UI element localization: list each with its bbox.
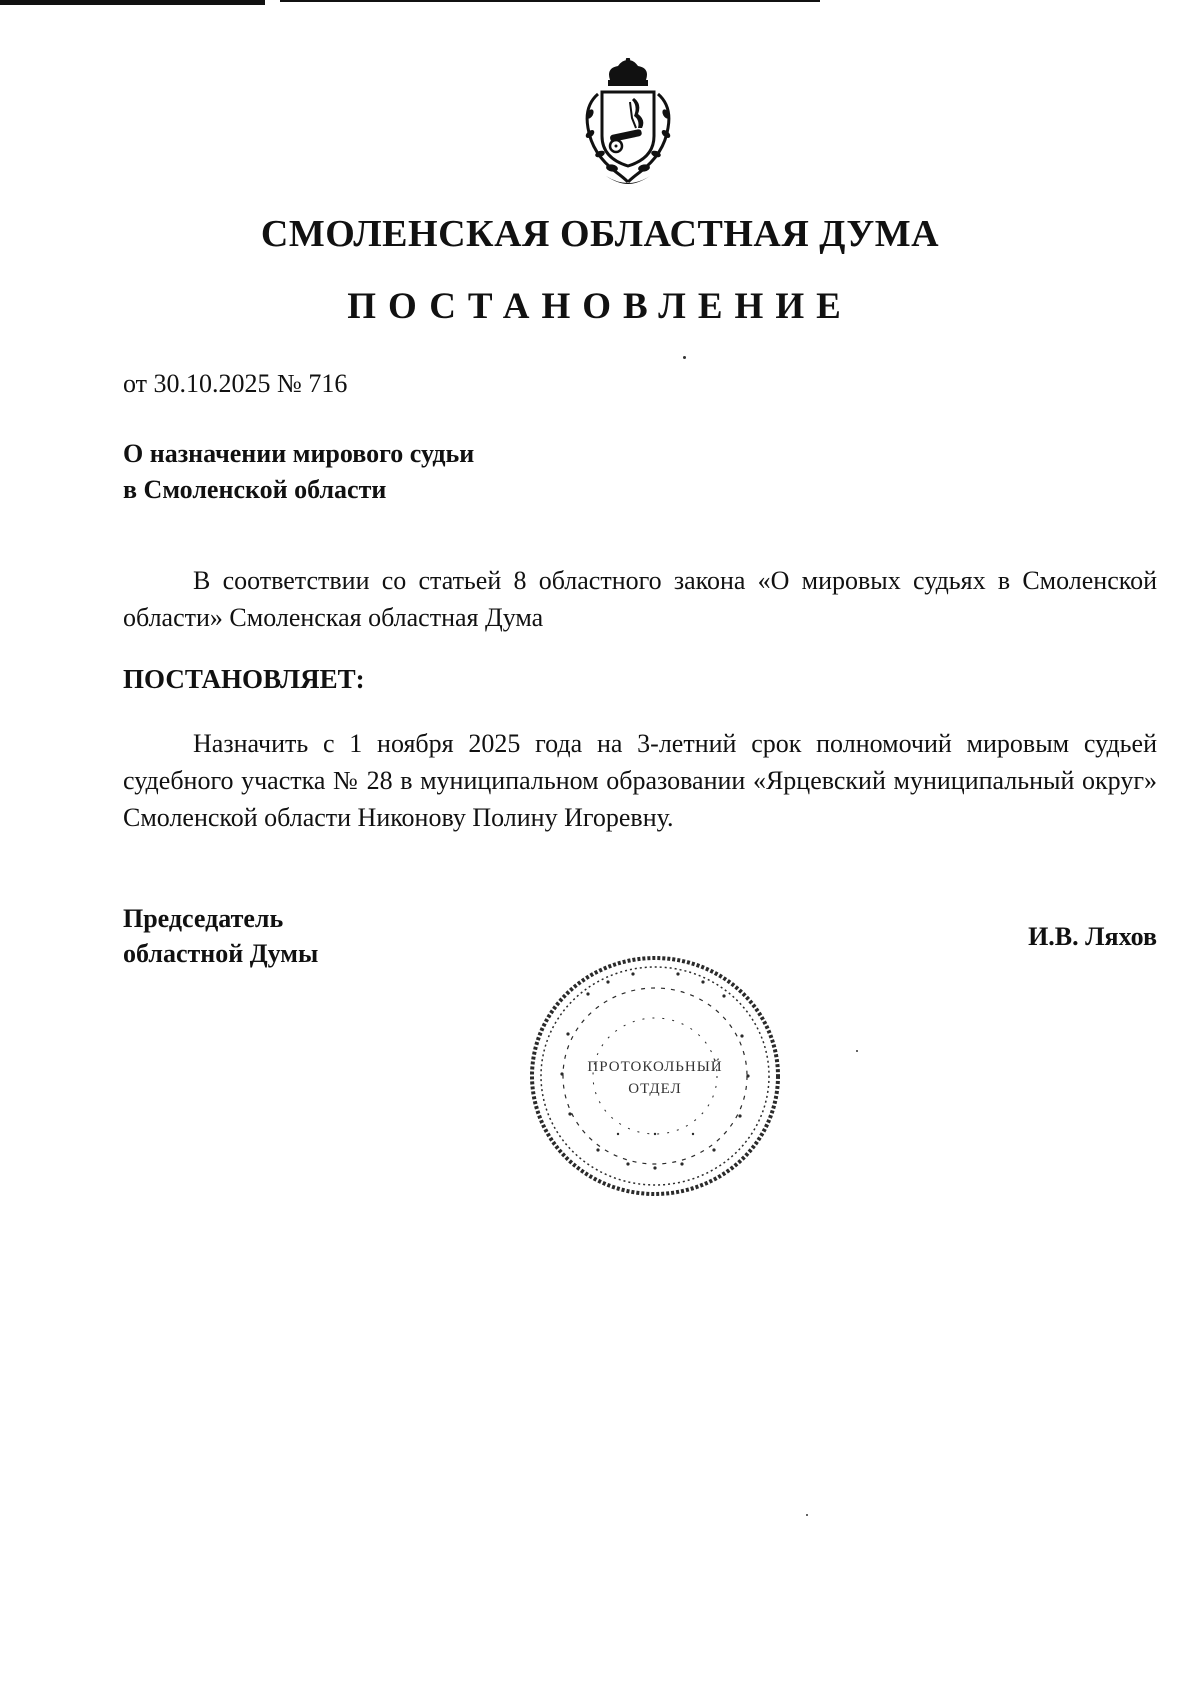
signer-position (123, 901, 318, 971)
resolves-heading: ПОСТАНОВЛЯЕТ: (123, 664, 365, 694)
scan-speck (856, 1050, 858, 1052)
seal-center-line: ОТДЕЛ (628, 1081, 682, 1097)
scan-speck (806, 1514, 808, 1516)
scan-artifact (0, 0, 265, 5)
subject-line: в Смоленской области (123, 475, 387, 504)
preamble-paragraph: В соответствии со статьей 8 областного закона «О мировых судьях в Смоленской области» Смоленская областная Дума (123, 566, 1157, 632)
signer-name: И.В. Ляхов (1028, 922, 1157, 951)
resolution-paragraph: Назначить с 1 ноября 2025 года на 3-летний срок полномочий мировым судьей судебного участка № 28 в муниципальном образовании «Ярцевский муниципальный округ» Смоленской области Никонову Полину Игоревну. (123, 729, 1157, 832)
scan-artifact (280, 0, 820, 2)
organization-title: СМОЛЕНСКАЯ ОБЛАСТНАЯ ДУМА (260, 213, 940, 255)
seal-center-line: ПРОТОКОЛЬНЫЙ (587, 1059, 723, 1075)
document-date-number: от 30.10.2025 № 716 (123, 369, 348, 398)
smolensk-coat-of-arms-icon (566, 58, 690, 190)
scan-speck (683, 356, 686, 359)
signer-position-line: областной Думы (123, 939, 319, 968)
signer-position-line: Председатель (123, 904, 284, 933)
document-subject (123, 436, 474, 508)
document-type-heading: ПОСТАНОВЛЕНИЕ (347, 286, 853, 327)
subject-line: О назначении мирового судьи (123, 439, 475, 468)
seal-center-text (528, 1056, 782, 1100)
